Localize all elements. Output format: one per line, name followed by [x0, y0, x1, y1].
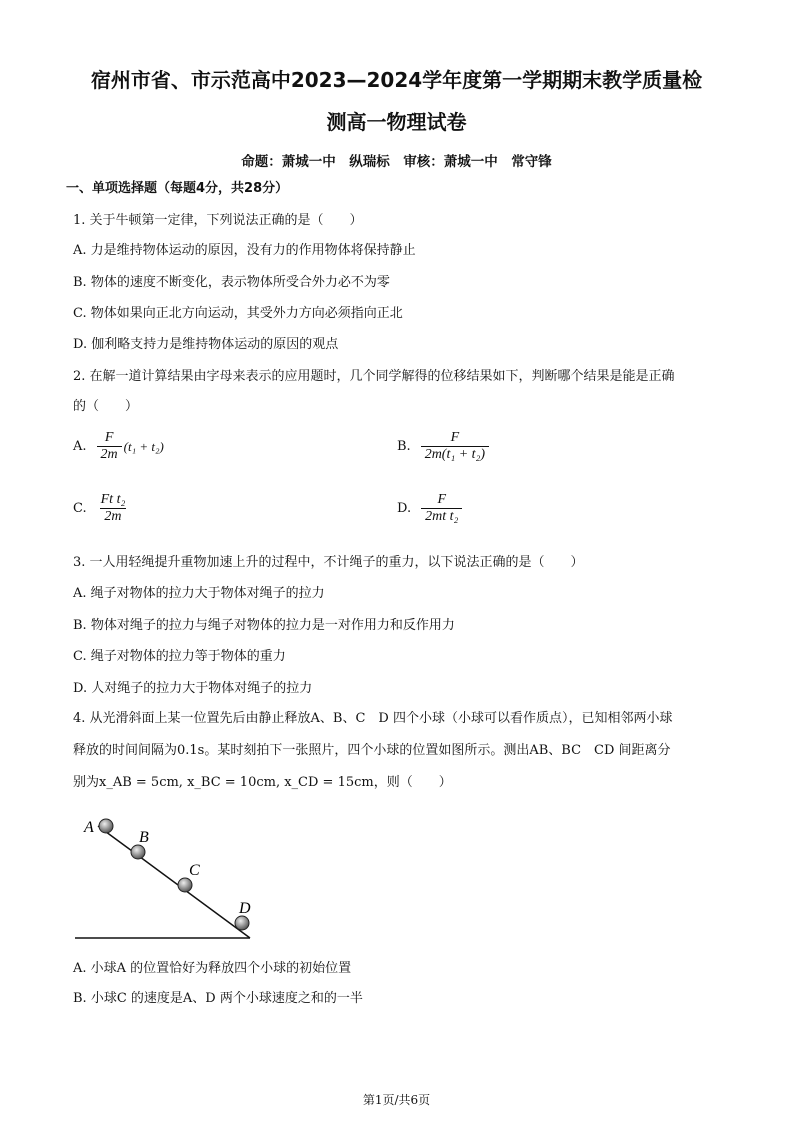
formula: [421, 492, 462, 525]
label-d: D: [239, 900, 251, 917]
authors: 命题：萧城一中 纵瑞标 审核：萧城一中 常守锋: [241, 154, 552, 170]
ball-d: [235, 916, 249, 930]
q3-option-c: C. 绳子对物体的拉力等于物体的重力: [73, 649, 286, 664]
q1-option-d: D. 伽利略支持力是维持物体运动的原因的观点: [73, 337, 339, 352]
q2-option-b: [397, 430, 489, 463]
label-a: A: [84, 819, 94, 836]
q3-option-b: B. 物体对绳子的拉力与绳子对物体的拉力是一对作用力和反作用力: [73, 618, 455, 633]
option-label: B.: [397, 439, 411, 454]
q2-stem-1: 2. 在解一道计算结果由字母来表示的应用题时，几个同学解得的位移结果如下，判断哪个结果是能是正确: [73, 369, 675, 384]
q2-option-c: [73, 492, 129, 525]
q2-stem-2: 的（ ）: [73, 399, 139, 414]
q4-stem-1: 4. 从光滑斜面上某一位置先后由静止释放A、B、C D 四个小球（小球可以看作质点），已知相邻两小球: [73, 711, 673, 726]
q3-option-a: A. 绳子对物体的拉力大于物体对绳子的拉力: [73, 586, 325, 601]
q2-option-d: [397, 492, 462, 525]
q1-option-c: C. 物体如果向正北方向运动，其受外力方向必须指向正北: [73, 306, 403, 321]
numerator: F: [450, 430, 460, 445]
option-label: D.: [397, 501, 412, 516]
label-b: B: [139, 829, 149, 846]
option-label: A.: [73, 439, 87, 454]
q3-stem: 3. 一人用轻绳提升重物加速上升的过程中，不计绳子的重力，以下说法正确的是（ ）: [73, 555, 584, 570]
q4-stem-2: 释放的时间间隔为0.1s。某时刻拍下一张照片，四个小球的位置如图所示。测出AB、BC CD 间距离分: [73, 743, 671, 758]
page-footer: 第1页/共6页: [362, 1093, 431, 1107]
q4-stem-3: 别为x_AB = 5cm, x_BC = 10cm, x_CD = 15cm，则（ ）: [73, 775, 452, 790]
title-line-2: 测高一物理试卷: [326, 110, 467, 134]
title-line-1: 宿州市省、市示范高中2023—2024学年度第一学期期末教学质量检: [90, 68, 703, 92]
denominator: 2mt t₂: [421, 508, 462, 525]
q3-option-d: D. 人对绳子的拉力大于物体对绳子的拉力: [73, 681, 313, 696]
q1-stem: 1. 关于牛顿第一定律，下列说法正确的是（ ）: [73, 213, 363, 228]
q1-option-a: A. 力是维持物体运动的原因，没有力的作用物体将保持静止: [73, 243, 416, 258]
ball-a: [99, 819, 113, 833]
numerator: Ft t₂: [100, 492, 126, 507]
q4-option-b: B. 小球C 的速度是A、D 两个小球速度之和的一半: [73, 991, 363, 1006]
formula-tail: (t₁ + t₂): [123, 438, 164, 454]
q4-option-a: A. 小球A 的位置恰好为释放四个小球的初始位置: [73, 961, 352, 976]
q2-option-a: [73, 430, 164, 463]
formula: [97, 492, 130, 525]
section-heading: 一、单项选择题（每题4分，共28分）: [66, 181, 289, 196]
incline-line: [98, 826, 250, 938]
denominator: 2m(t₁ + t₂): [421, 446, 489, 463]
label-c: C: [189, 862, 200, 879]
numerator: F: [104, 430, 114, 445]
q1-option-b: B. 物体的速度不断变化，表示物体所受合外力必不为零: [73, 275, 390, 290]
ball-b: [131, 845, 145, 859]
denominator: 2m: [97, 446, 122, 463]
option-label: C.: [73, 501, 87, 516]
formula: [421, 430, 489, 463]
formula: [97, 430, 122, 463]
denominator: 2m: [100, 508, 125, 525]
ball-c: [178, 878, 192, 892]
numerator: F: [437, 492, 446, 507]
incline-figure: [70, 812, 260, 944]
